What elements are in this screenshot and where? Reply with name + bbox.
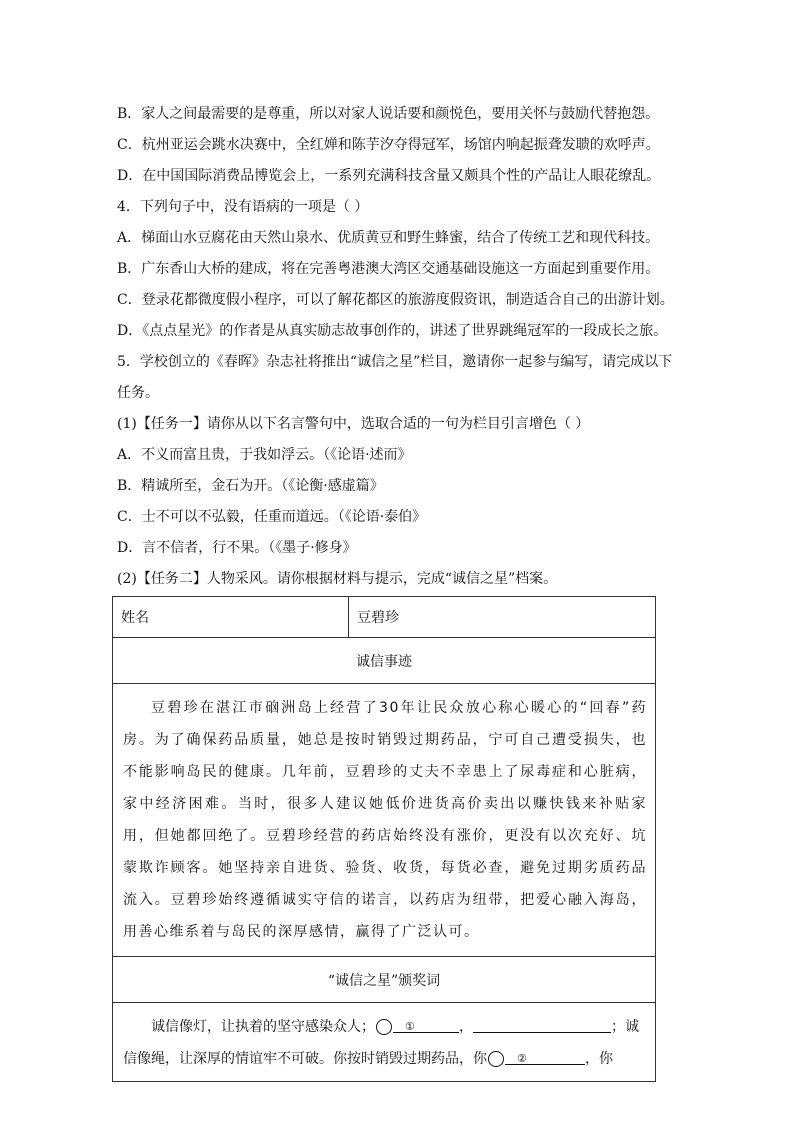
question-4-stem: 4．下列句子中，没有语病的一项是（ ）: [117, 199, 369, 215]
story-cell: [113, 684, 656, 957]
task-1-option-a: A．不义而富且贵，于我如浮云。（《论语·述而》: [117, 447, 412, 463]
award-separator: ，: [459, 1019, 473, 1035]
award-part-3: ，你: [585, 1051, 613, 1067]
award-cell: [113, 1003, 656, 1082]
option-3b-line: B．家人之间最需要的是尊重，所以对家人说话要和颜悦色，要用关怀与鼓励代替抱怨。: [117, 106, 660, 122]
award-text: [123, 1011, 645, 1075]
integrity-star-record-table: [112, 596, 656, 1082]
task-2-prompt: (2)【任务二】人物采风。请你根据材料与提示，完成“诚信之星”档案。: [117, 571, 558, 587]
award-row: [113, 1003, 656, 1082]
blank-1-marker: ①: [376, 1019, 392, 1035]
option-4d-line: D．《点点星光》的作者是从真实励志故事创作的，讲述了世界跳绳冠军的一段成长之旅。: [117, 323, 668, 339]
option-3d-line: D．在中国国际消费品博览会上，一系列充满科技含量又颇具个性的产品让人眼花缭乱。: [117, 168, 661, 184]
name-value-cell: 豆碧珍: [349, 597, 656, 638]
option-3c-line: C．杭州亚运会跳水决赛中，全红婵和陈芋汐夺得冠军，场馆内响起振聋发聩的欢呼声。: [117, 137, 660, 153]
story-row: [113, 684, 656, 957]
blank-1b-line[interactable]: [473, 1016, 611, 1033]
task-1-option-b: B．精诚所至，金石为开。（《论衡·感虚篇》: [117, 478, 384, 494]
blank-1-line[interactable]: [393, 1016, 459, 1033]
award-title-cell: “诚信之星”颁奖词: [113, 957, 656, 1003]
award-title-row: [113, 957, 656, 1003]
story-title-cell: 诚信事迹: [113, 638, 656, 684]
option-4a-line: A．梯面山水豆腐花由天然山泉水、优质黄豆和野生蜂蜜，结合了传统工艺和现代科技。: [117, 230, 660, 246]
name-label-cell: 姓名: [113, 597, 349, 638]
name-row: [113, 597, 656, 638]
task-1-prompt: (1)【任务一】请你从以下名言警句中，选取合适的一句为栏目引言增色（ ）: [117, 416, 590, 432]
award-part-2: ；诚信像绳，让深厚的情谊牢不可破。你按时销毁过期药品，你: [123, 1019, 639, 1067]
award-part-1: 诚信像灯，让执着的坚守感染众人；: [151, 1019, 375, 1035]
blank-2-marker: ②: [488, 1051, 504, 1067]
task-1-option-d: D．言不信者，行不果。（《墨子·修身》: [117, 540, 357, 556]
blank-2-line[interactable]: [505, 1048, 585, 1065]
story-title-row: [113, 638, 656, 684]
task-1-option-c: C．士不可以不弘毅，任重而道远。（《论语·泰伯》: [117, 509, 427, 525]
question-5-stem: 5．学校创立的《春晖》杂志社将推出“诚信之星”栏目，邀请你一起参与编写，请完成以下: [117, 354, 673, 370]
option-4b-line: B．广东香山大桥的建成，将在完善粤港澳大湾区交通基础设施这一方面起到重要作用。: [117, 261, 660, 277]
story-text: 豆碧珍在湛江市硇洲岛上经营了30年让民众放心称心暖心的“回春”药房。为了确保药品质量，她总是按时销毁过期药品，宁可自己遭受损失，也不能影响岛民的健康。几年前，豆碧珍的丈夫不幸患上了尿毒症和心脏病，家中经济困难。当时，很多人建议她低价进货高价卖出以赚快钱来补贴家用，但她都回绝了。豆碧珍经营的药店始终没有涨价，更没有以次充好、坑蒙欺诈顾客。她坚持亲自进货、验货、收货，每货必查，避免过期劣质药品流入。豆碧珍始终遵循诚实守信的诺言，以药店为纽带，把爱心融入海岛，用善心维系着与岛民的深厚感情，赢得了广泛认可。: [123, 700, 647, 940]
question-5-stem-cont: 任务。: [117, 385, 159, 401]
option-4c-line: C．登录花都微度假小程序，可以了解花都区的旅游度假资讯，制造适合自己的出游计划。: [117, 292, 674, 308]
